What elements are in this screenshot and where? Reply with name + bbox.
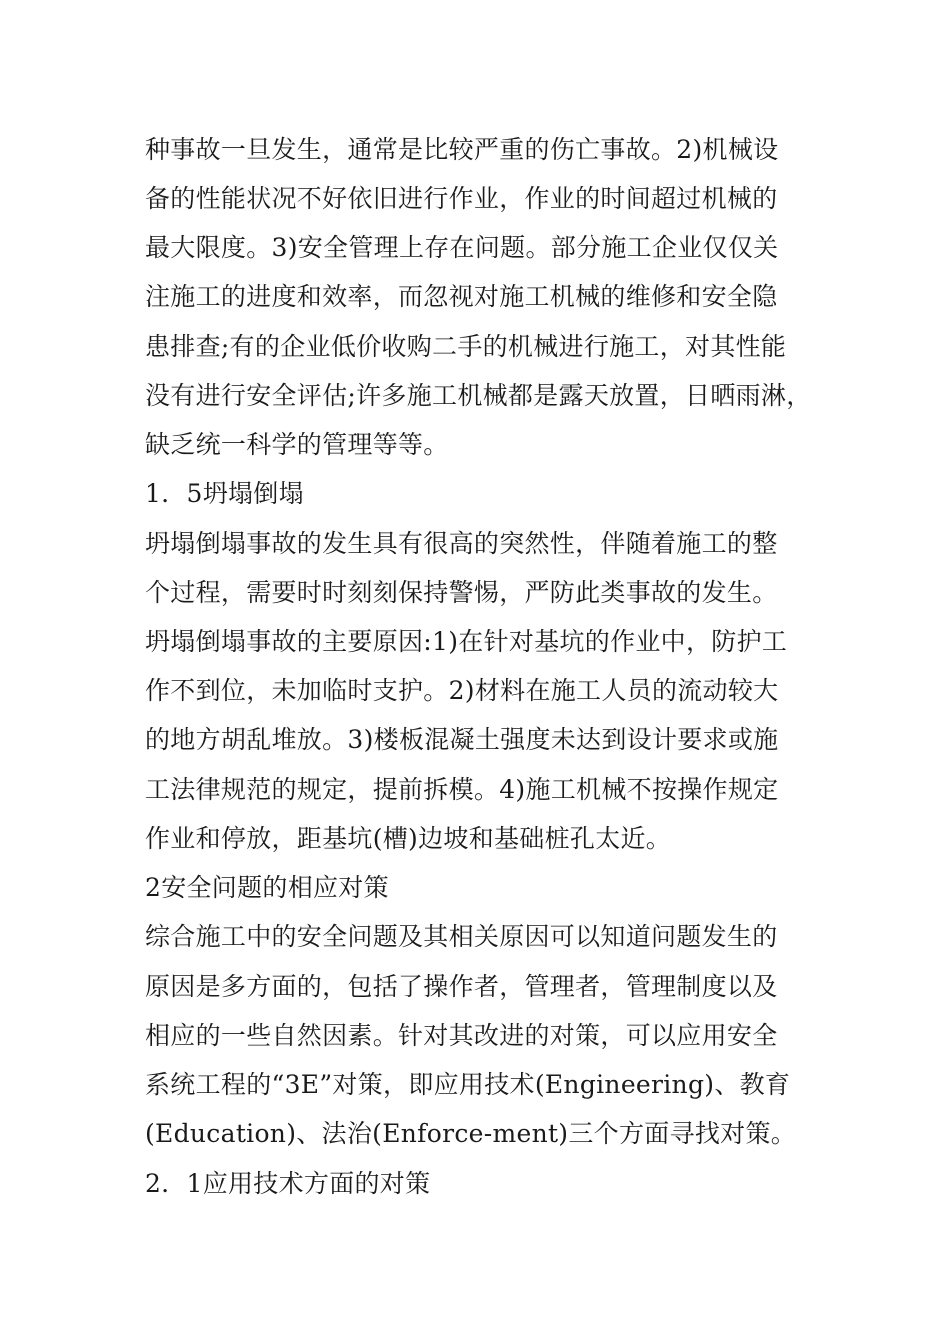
text-line: 没有进行安全评估;许多施工机械都是露天放置，日晒雨淋， [145,381,812,410]
section-heading: 1．5坍塌倒塌 [145,479,304,508]
text-line: 个过程，需要时时刻刻保持警惕，严防此类事故的发生。 [145,578,778,607]
text-line: 缺乏统一科学的管理等等。 [145,430,449,459]
text-line: 注施工的进度和效率，而忽视对施工机械的维修和安全隐 [145,282,778,311]
text-line: 工法律规范的规定，提前拆模。4)施工机械不按操作规定 [145,775,779,804]
text-line: 系统工程的“3E”对策，即应用技术(Engineering)、教育 [145,1070,791,1099]
text-line: 患排查;有的企业低价收购二手的机械进行施工，对其性能 [145,332,787,361]
text-line: 原因是多方面的，包括了操作者，管理者，管理制度以及 [145,972,778,1001]
text-line: (Education)、法治(Enforce-ment)三个方面寻找对策。 [145,1119,797,1148]
text-line: 备的性能状况不好依旧进行作业，作业的时间超过机械的 [145,184,778,213]
text-line: 作不到位，未加临时支护。2)材料在施工人员的流动较大 [145,676,779,705]
text-line: 种事故一旦发生，通常是比较严重的伤亡事故。2)机械设 [145,135,779,164]
text-line: 相应的一些自然因素。针对其改进的对策，可以应用安全 [145,1021,778,1050]
text-line: 坍塌倒塌事故的主要原因:1)在针对基坑的作业中，防护工 [145,627,788,656]
text-line: 综合施工中的安全问题及其相关原因可以知道问题发生的 [145,922,778,951]
text-line: 作业和停放，距基坑(槽)边坡和基础桩孔太近。 [145,824,672,853]
section-heading: 2．1应用技术方面的对策 [145,1169,431,1198]
section-heading: 2安全问题的相应对策 [145,873,389,902]
text-line: 最大限度。3)安全管理上存在问题。部分施工企业仅仅关 [145,233,779,262]
text-line: 的地方胡乱堆放。3)楼板混凝土强度未达到设计要求或施 [145,725,779,754]
text-line: 坍塌倒塌事故的发生具有很高的突然性，伴随着施工的整 [145,529,778,558]
